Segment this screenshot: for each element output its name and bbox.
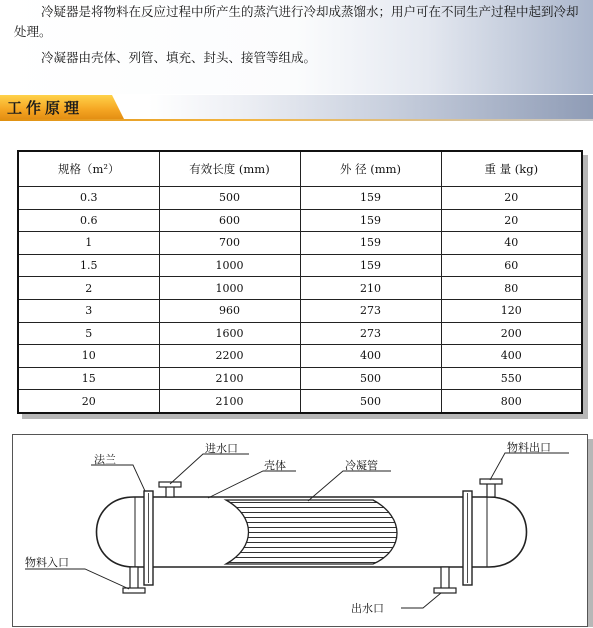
cell-length: 1000 (159, 277, 300, 300)
cell-spec: 3 (18, 299, 159, 322)
header-weight: 重 量 (kg) (441, 151, 582, 187)
cell-length: 600 (159, 209, 300, 232)
water-inlet-nozzle (166, 486, 174, 497)
cell-spec: 10 (18, 345, 159, 368)
cell-spec: 0.3 (18, 187, 159, 210)
label-shell: 壳体 (264, 459, 286, 472)
table-row (18, 187, 582, 210)
header-length: 有效长度 (mm) (159, 151, 300, 187)
cell-weight: 60 (441, 254, 582, 277)
cell-spec: 2 (18, 277, 159, 300)
material-outlet-nozzle (487, 483, 495, 497)
cell-diameter: 273 (300, 322, 441, 345)
leader-water-inlet (170, 454, 249, 484)
cell-weight: 20 (441, 187, 582, 210)
label-water-outlet: 出水口 (351, 602, 384, 615)
cell-length: 1600 (159, 322, 300, 345)
section-header-underline (0, 119, 593, 121)
table-row (18, 345, 582, 368)
leader-water-outlet (401, 593, 441, 608)
cell-length: 2200 (159, 345, 300, 368)
leader-material-outlet (490, 453, 569, 480)
cell-length: 1000 (159, 254, 300, 277)
cell-spec: 15 (18, 367, 159, 390)
cell-weight: 200 (441, 322, 582, 345)
leader-shell (208, 471, 296, 498)
cell-weight: 400 (441, 345, 582, 368)
table-row (18, 277, 582, 300)
table-row (18, 232, 582, 255)
condenser-diagram (12, 434, 588, 627)
cell-length: 500 (159, 187, 300, 210)
intro-paragraph-1: 冷疑器是将物料在反应过程中所产生的蒸汽进行冷却成蒸馏水；用户可在不同生产过程中起到冷却处理。 (14, 4, 579, 39)
cell-weight: 550 (441, 367, 582, 390)
leader-flange (91, 465, 145, 491)
cell-spec: 20 (18, 390, 159, 413)
table-row (18, 322, 582, 345)
cell-weight: 120 (441, 299, 582, 322)
intro-paragraph-2: 冷凝器由壳体、列管、填充、封头、接管等组成。 (41, 50, 317, 65)
header-diameter: 外 径 (mm) (300, 151, 441, 187)
material-inlet-nozzle (130, 567, 138, 589)
cell-spec: 0.6 (18, 209, 159, 232)
label-material-outlet: 物料出口 (507, 441, 551, 454)
cell-weight: 20 (441, 209, 582, 232)
cell-length: 700 (159, 232, 300, 255)
cell-diameter: 159 (300, 232, 441, 255)
table-row (18, 367, 582, 390)
cell-weight: 80 (441, 277, 582, 300)
cell-diameter: 400 (300, 345, 441, 368)
section-title: 工作原理 (7, 99, 84, 117)
water-outlet-nozzle (441, 567, 449, 589)
cell-length: 2100 (159, 390, 300, 413)
cell-weight: 800 (441, 390, 582, 413)
cell-diameter: 159 (300, 187, 441, 210)
table-row (18, 209, 582, 232)
cell-length: 2100 (159, 367, 300, 390)
label-flange: 法兰 (94, 453, 116, 466)
cell-diameter: 159 (300, 254, 441, 277)
cell-weight: 40 (441, 232, 582, 255)
leader-material-inlet (25, 569, 129, 589)
table-row (18, 299, 582, 322)
cell-diameter: 210 (300, 277, 441, 300)
label-condenser-tube: 冷凝管 (345, 459, 378, 472)
table-row (18, 254, 582, 277)
cell-diameter: 500 (300, 367, 441, 390)
label-water-inlet: 进水口 (205, 442, 238, 455)
cell-diameter: 500 (300, 390, 441, 413)
label-material-inlet: 物料入口 (25, 556, 69, 569)
cell-spec: 1.5 (18, 254, 159, 277)
cell-diameter: 273 (300, 299, 441, 322)
tube-bundle (226, 500, 397, 564)
cell-diameter: 159 (300, 209, 441, 232)
condenser-drawing (13, 435, 589, 628)
table-row (18, 390, 582, 413)
cell-length: 960 (159, 299, 300, 322)
cell-spec: 5 (18, 322, 159, 345)
spec-table (17, 150, 583, 414)
header-spec: 规格（m²） (18, 151, 159, 187)
cell-spec: 1 (18, 232, 159, 255)
table-header-row (18, 151, 582, 187)
